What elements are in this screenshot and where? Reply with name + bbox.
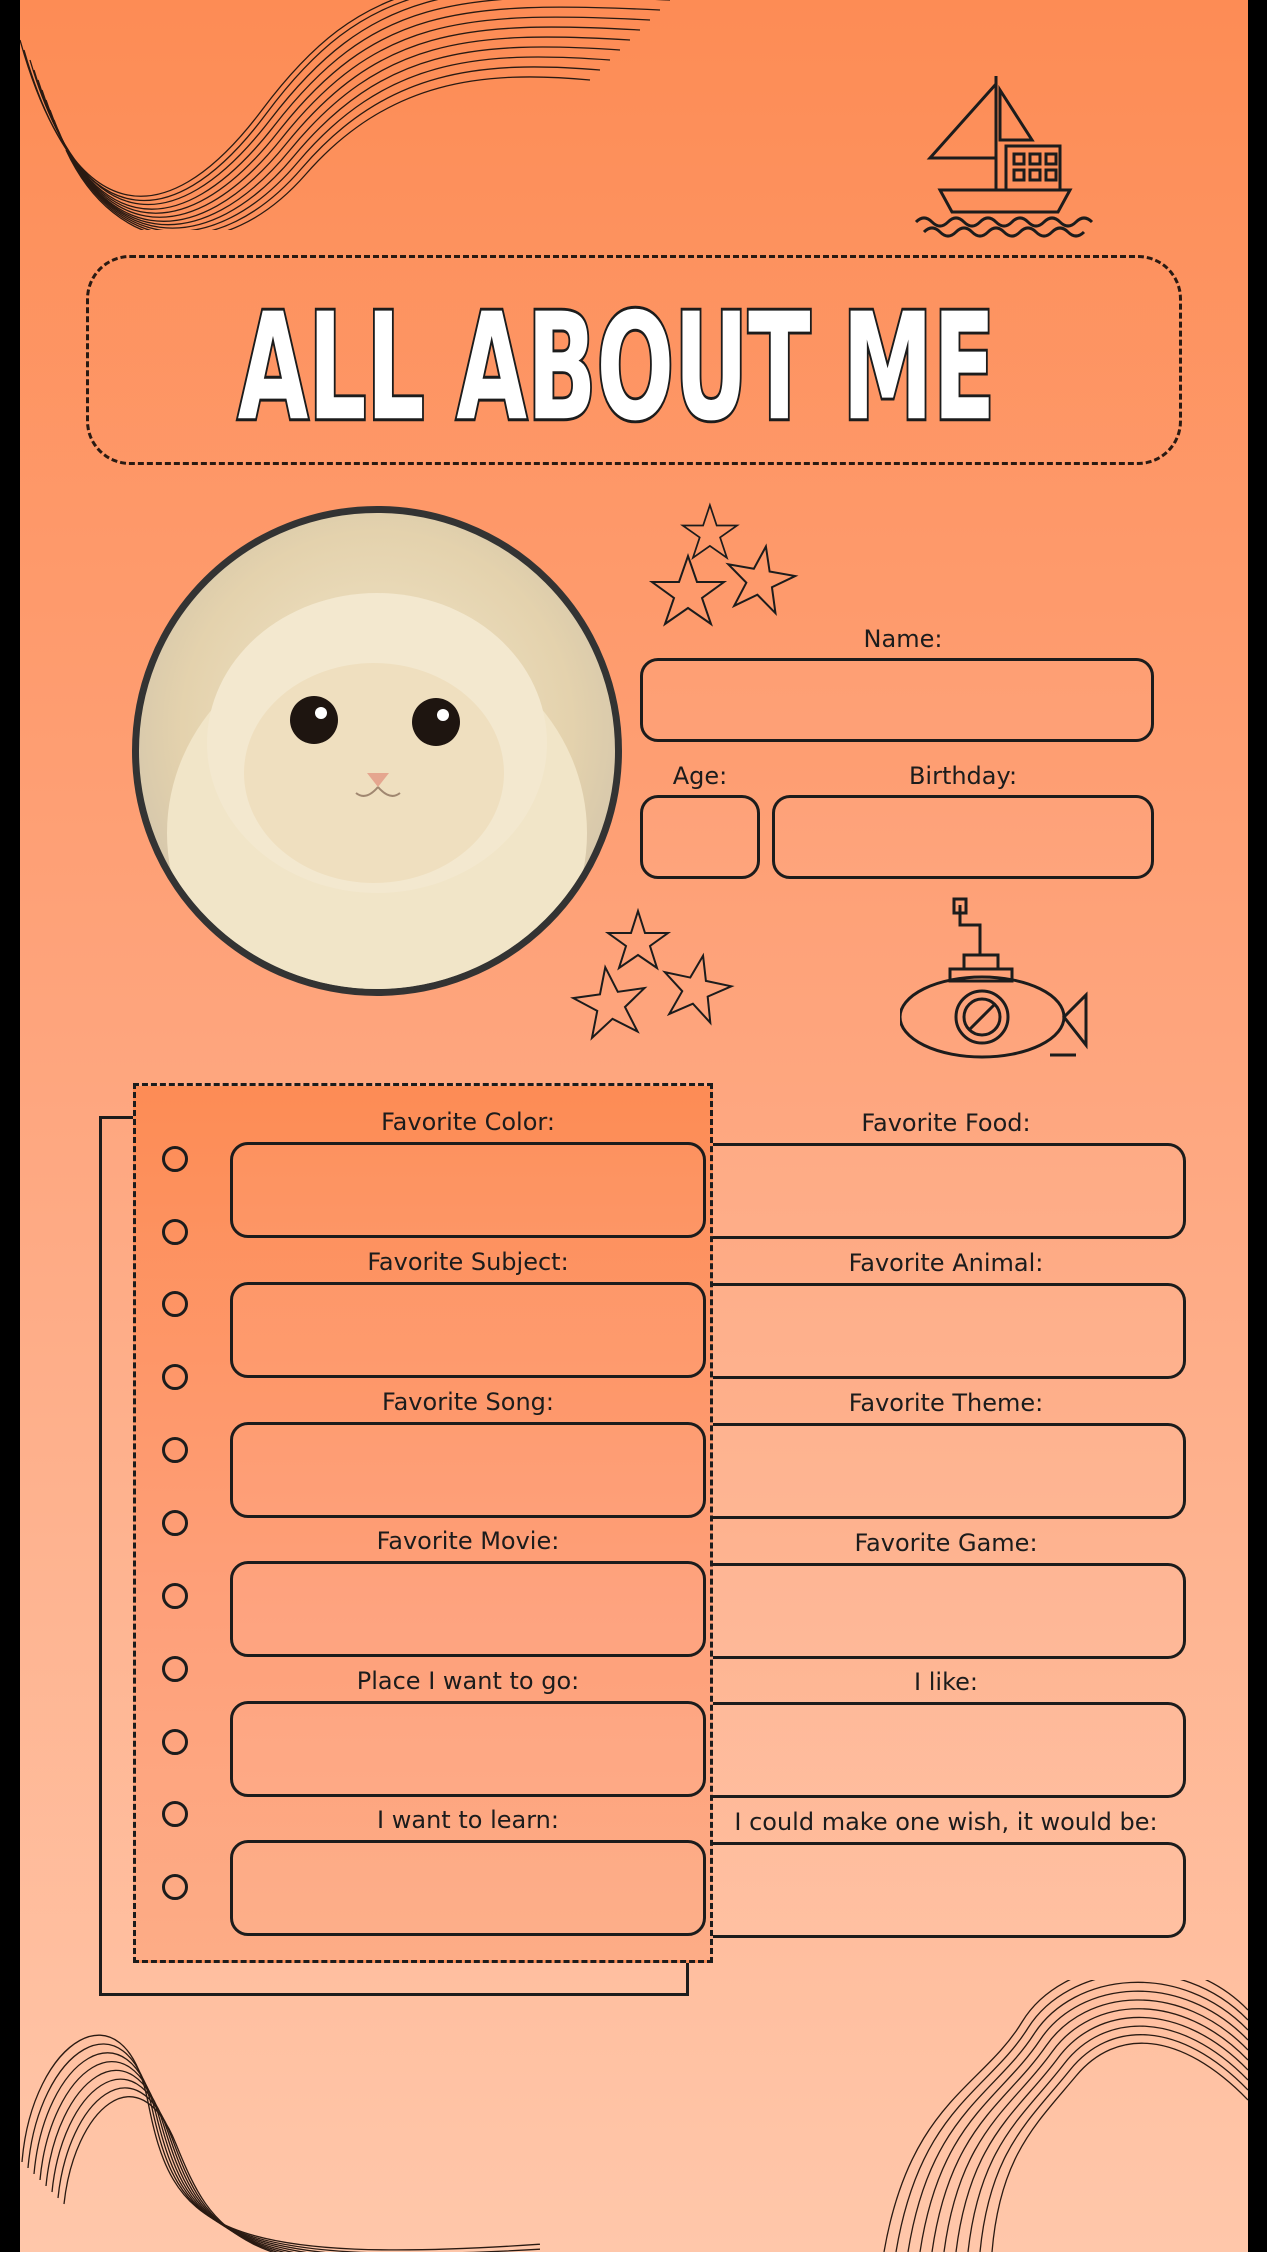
binder-hole (162, 1874, 188, 1900)
binder-hole (162, 1291, 188, 1317)
favorite-animal-label: Favorite Animal: (848, 1249, 1044, 1277)
submarine-icon (900, 895, 1100, 1075)
favorite-food-label: Favorite Food: (861, 1109, 1031, 1137)
one-wish-field[interactable] (713, 1842, 1186, 1938)
title-banner (86, 255, 1182, 465)
favorite-subject-label: Favorite Subject: (367, 1248, 569, 1276)
binder-hole (162, 1219, 188, 1245)
age-label: Age: (672, 762, 728, 790)
name-field[interactable] (640, 658, 1154, 742)
binder-hole (162, 1656, 188, 1682)
favorite-movie-field[interactable] (230, 1561, 706, 1657)
favorite-theme-label: Favorite Theme: (848, 1389, 1044, 1417)
birthday-field[interactable] (772, 795, 1154, 879)
wave-lines-decoration-bottom-left (20, 2030, 540, 2252)
page-title: ALL ABOUT ME (237, 281, 996, 454)
favorite-subject-field[interactable] (230, 1282, 706, 1378)
binder-hole (162, 1801, 188, 1827)
i-like-label: I like: (914, 1668, 978, 1696)
place-to-go-field[interactable] (230, 1701, 706, 1797)
i-like-field[interactable] (713, 1702, 1186, 1798)
favorite-movie-label: Favorite Movie: (376, 1527, 560, 1555)
favorite-color-label: Favorite Color: (381, 1108, 555, 1136)
star-icon-group-bottom (550, 905, 740, 1055)
favorite-color-field[interactable] (230, 1142, 706, 1238)
binder-hole (162, 1437, 188, 1463)
favorite-food-field[interactable] (713, 1143, 1186, 1239)
worksheet-page (20, 0, 1248, 2252)
binder-hole (162, 1510, 188, 1536)
favorite-game-field[interactable] (713, 1563, 1186, 1659)
age-field[interactable] (640, 795, 760, 879)
cat-photo (132, 506, 622, 996)
favorite-song-label: Favorite Song: (382, 1388, 554, 1416)
one-wish-label: I could make one wish, it would be: (734, 1808, 1158, 1836)
want-to-learn-label: I want to learn: (377, 1806, 559, 1834)
binder-hole (162, 1583, 188, 1609)
wave-lines-decoration-top (20, 0, 680, 230)
place-to-go-label: Place I want to go: (356, 1667, 580, 1695)
sailboat-icon (910, 70, 1100, 240)
binder-hole (162, 1364, 188, 1390)
wave-lines-decoration-bottom-right (880, 1980, 1248, 2252)
favorite-theme-field[interactable] (713, 1423, 1186, 1519)
favorite-animal-field[interactable] (713, 1283, 1186, 1379)
binder-hole (162, 1729, 188, 1755)
birthday-label: Birthday: (908, 762, 1018, 790)
favorite-game-label: Favorite Game: (854, 1529, 1038, 1557)
want-to-learn-field[interactable] (230, 1840, 706, 1936)
favorite-song-field[interactable] (230, 1422, 706, 1518)
name-label: Name: (863, 625, 943, 653)
binder-hole (162, 1146, 188, 1172)
